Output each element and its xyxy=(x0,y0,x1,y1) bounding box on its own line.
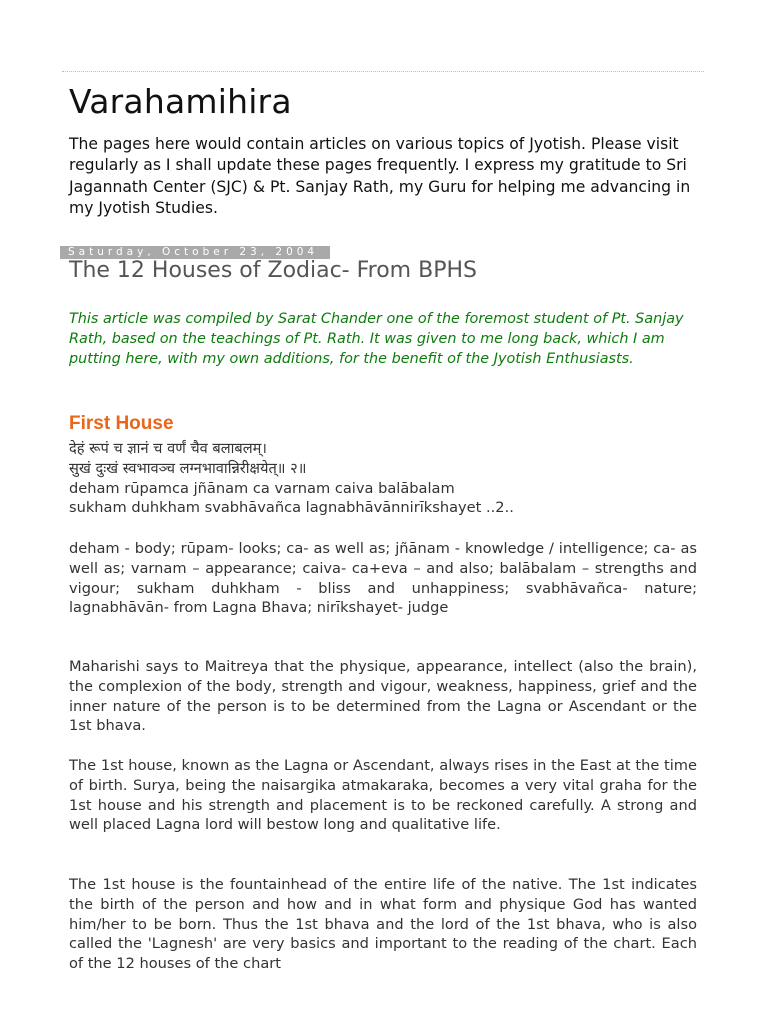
blog-description: The pages here would contain articles on various topics of Jyotish. Please visit regularly as I shall update these pages frequently. I express my gratitude to Sri Jagannath Center (SJC) & Pt. Sanjay Rath, my Guru for helping me advancing in my Jyotish Studies. xyxy=(69,135,691,217)
body-paragraph: The 1st house is the fountainhead of the entire life of the native. The 1st indicates the birth of the person and how and in what form and physique God has wanted him/her to be born. Thus the 1st bhava and the lord of the 1st bhava, who is also called the 'Lagnesh' are very basics and important to the reading of the chart. Each of the 12 houses of the chart xyxy=(69,876,697,973)
section-heading-first-house: First House xyxy=(69,413,174,434)
body-paragraph: The 1st house, known as the Lagna or Ascendant, always rises in the East at the time of birth. Surya, being the naisargika atmakaraka, becomes a very vital graha for the 1st house and his strength and placement is to be reckoned carefully. A strong and well placed Lagna lord will bestow long and qualitative life. xyxy=(69,757,697,834)
sanskrit-verse xyxy=(69,439,709,518)
body-paragraph: Maharishi says to Maitreya that the physique, appearance, intellect (also the brain), the complexion of the body, strength and vigour, weakness, happiness, grief and the inner nature of the person is to be determined from the Lagna or Ascendant or the 1st bhava. xyxy=(69,658,697,735)
blog-title[interactable]: Varahamihira xyxy=(69,82,292,121)
body-paragraph: deham - body; rūpam- looks; ca- as well as; jñānam - knowledge / intelligence; ca- as well as; varnam – appearance; caiva- ca+eva – and also; balābalam – strengths and vigour; sukham duhkham - bliss and unhappiness; svabhāvañca- nature; lagnabhāvān- from Lagna Bhava; nirīkshayet- judge xyxy=(69,540,697,617)
post-date-header: Saturday, October 23, 2004 xyxy=(60,246,330,259)
header-divider xyxy=(62,71,704,72)
verse-line: देहं रूपं च ज्ञानं च वर्णं चैव बलाबलम्। xyxy=(69,440,267,457)
post-title[interactable]: The 12 Houses of Zodiac- From BPHS xyxy=(69,258,477,283)
verse-line: sukham duhkham svabhāvañca lagnabhāvānnirīkshayet ..2.. xyxy=(69,499,514,517)
verse-line: सुखं दुःखं स्वभावञ्च लग्नभावान्निरीक्षयेत्॥ २॥ xyxy=(69,459,307,477)
verse-line: deham rūpamca jñānam ca varnam caiva balābalam xyxy=(69,479,455,497)
post-intro: This article was compiled by Sarat Chander one of the foremost student of Pt. Sanjay Rath, based on the teachings of Pt. Rath. It was given to me long back, which I am putting here, with my own additions, for the benefit of the Jyotish Enthusiasts. xyxy=(69,311,684,367)
